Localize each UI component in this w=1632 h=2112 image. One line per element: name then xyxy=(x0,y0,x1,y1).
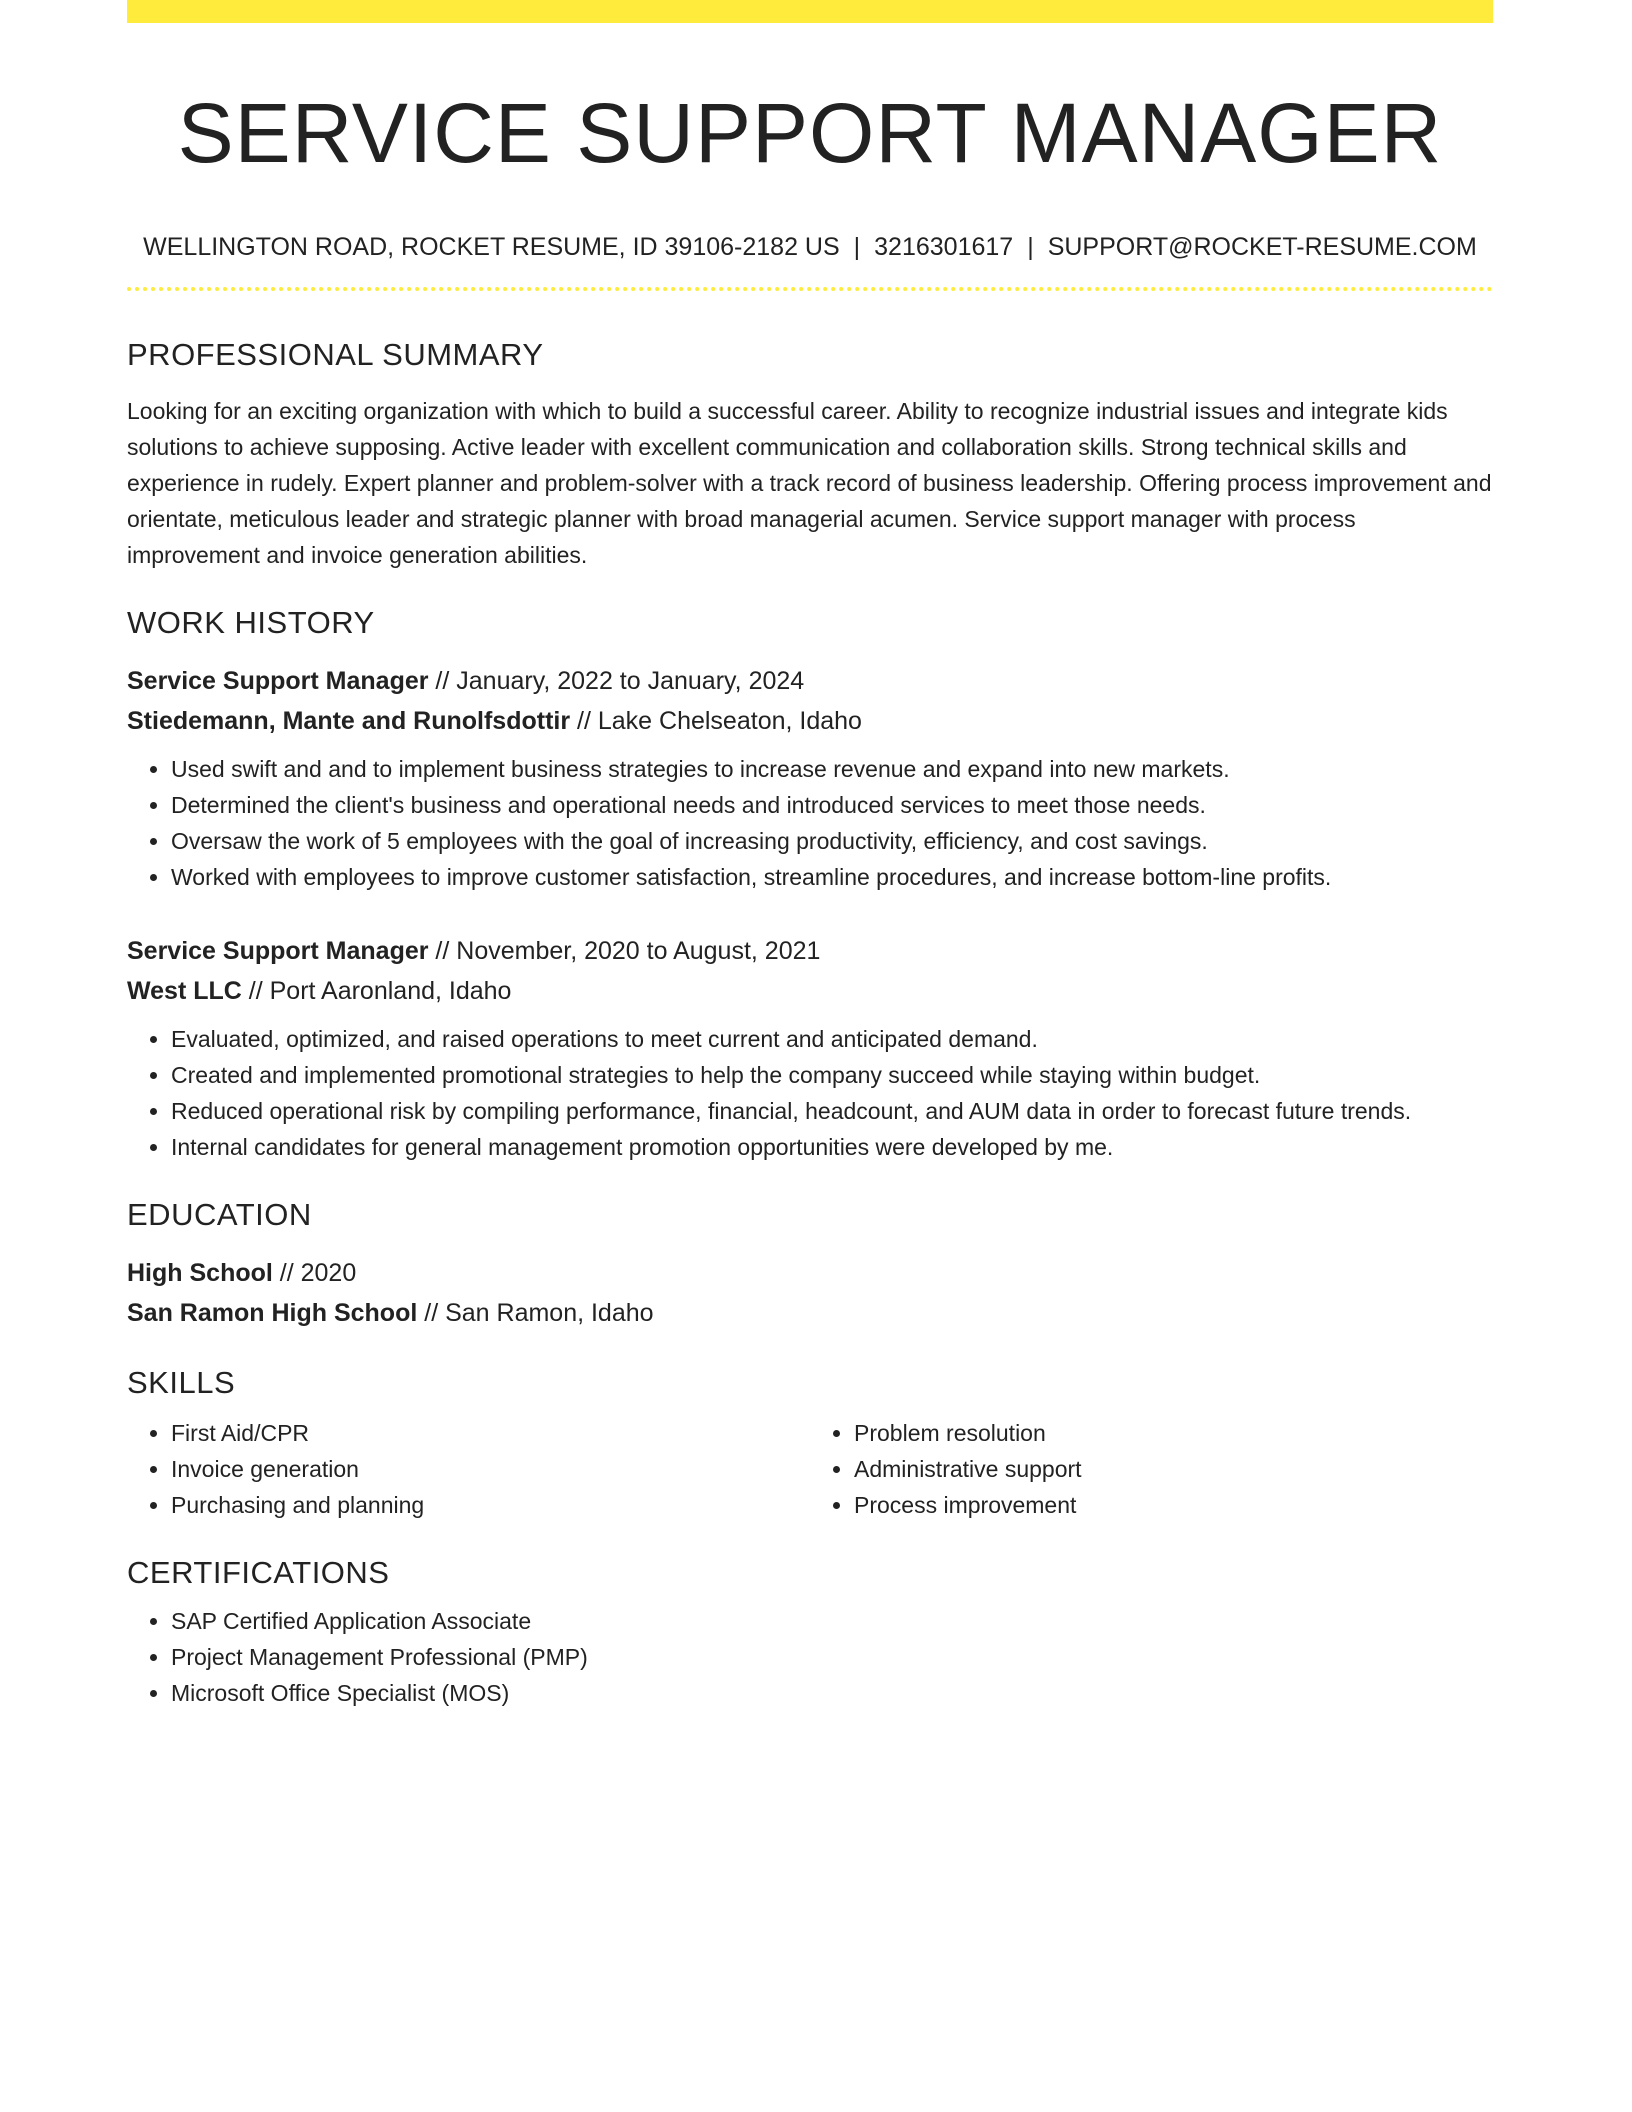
education-degree: High School xyxy=(127,1259,273,1287)
job-dates: // January, 2022 to January, 2024 xyxy=(428,667,805,695)
list-item: • Determined the client's business and operational needs and introduced services to meet those needs. xyxy=(171,787,1493,823)
job-company: West LLC xyxy=(127,977,242,1005)
dotted-divider xyxy=(127,287,1493,291)
job-company-line xyxy=(127,971,1493,1011)
job-dates: // November, 2020 to August, 2021 xyxy=(428,937,821,965)
job-entry xyxy=(127,661,1493,895)
skill-item: • Problem resolution xyxy=(854,1415,1493,1451)
skill-item: • Process improvement xyxy=(854,1487,1493,1523)
list-item: • Used swift and and to implement business strategies to increase revenue and expand into new markets. xyxy=(171,751,1493,787)
job-location: // Port Aaronland, Idaho xyxy=(241,977,512,1005)
contact-phone: 3216301617 xyxy=(874,233,1014,261)
certification-item: • Project Management Professional (PMP) xyxy=(171,1639,1493,1675)
skills-list-left xyxy=(127,1415,810,1523)
section-heading-certifications: CERTIFICATIONS xyxy=(127,1555,390,1590)
certifications-list xyxy=(127,1603,1493,1711)
skills-columns xyxy=(127,1415,1493,1523)
education-year: // 2020 xyxy=(272,1259,357,1287)
section-heading-skills: SKILLS xyxy=(127,1365,236,1400)
summary-text: Looking for an exciting organization with which to build a successful career. Ability to recognize industrial issues and integrate kids solutions to achieve supposing. Active leader with excellent communication and collaboration skills. Strong technical skills and experience in rudely. Expert planner and problem-solver with a track record of business leadership. Offering process improvement and orientate, meticulous leader and strategic planner with broad managerial acumen. Service support manager with process improvement and invoice generation abilities. xyxy=(127,398,1492,568)
education-location: // San Ramon, Idaho xyxy=(417,1299,654,1327)
skills-list-right xyxy=(810,1415,1493,1523)
education-degree-line xyxy=(127,1253,1493,1293)
job-title-line xyxy=(127,931,1493,971)
contact-line xyxy=(127,231,1493,263)
job-company: Stiedemann, Mante and Runolfsdottir xyxy=(127,707,571,735)
list-item: • Internal candidates for general management promotion opportunities were developed by me. xyxy=(171,1129,1493,1165)
list-item: • Oversaw the work of 5 employees with the goal of increasing productivity, efficiency, and cost savings. xyxy=(171,823,1493,859)
education-entry xyxy=(127,1253,1493,1333)
education-school-line xyxy=(127,1293,1493,1333)
job-bullets xyxy=(127,751,1493,895)
job-title: Service Support Manager xyxy=(127,937,429,965)
accent-top-bar xyxy=(127,0,1493,23)
contact-address: WELLINGTON ROAD, ROCKET RESUME, ID 39106-2182 US xyxy=(143,233,840,261)
list-item: • Evaluated, optimized, and raised operations to meet current and anticipated demand. xyxy=(171,1021,1493,1057)
section-heading-education: EDUCATION xyxy=(127,1197,312,1232)
job-title-line xyxy=(127,661,1493,701)
skill-item: • Administrative support xyxy=(854,1451,1493,1487)
education-school: San Ramon High School xyxy=(127,1299,418,1327)
contact-separator: | xyxy=(1027,233,1034,261)
skill-item: • Purchasing and planning xyxy=(171,1487,810,1523)
job-title: Service Support Manager xyxy=(127,667,429,695)
contact-separator: | xyxy=(853,233,861,261)
list-item: • Created and implemented promotional strategies to help the company succeed while staying within budget. xyxy=(171,1057,1493,1093)
skill-item: • First Aid/CPR xyxy=(171,1415,810,1451)
job-entry xyxy=(127,931,1493,1165)
section-heading-work-history: WORK HISTORY xyxy=(127,605,375,640)
resume-title: SERVICE SUPPORT MANAGER xyxy=(177,86,1443,180)
job-company-line xyxy=(127,701,1493,741)
list-item: • Reduced operational risk by compiling performance, financial, headcount, and AUM data in order to forecast future trends. xyxy=(171,1093,1493,1129)
job-location: // Lake Chelseaton, Idaho xyxy=(570,707,862,735)
contact-email: SUPPORT@ROCKET-RESUME.COM xyxy=(1047,233,1477,261)
section-heading-summary: PROFESSIONAL SUMMARY xyxy=(127,337,544,372)
resume-page xyxy=(127,0,1493,1711)
list-item: • Worked with employees to improve customer satisfaction, streamline procedures, and increase bottom-line profits. xyxy=(171,859,1493,895)
job-bullets xyxy=(127,1021,1493,1165)
skill-item: • Invoice generation xyxy=(171,1451,810,1487)
certification-item: • SAP Certified Application Associate xyxy=(171,1603,1493,1639)
certification-item: • Microsoft Office Specialist (MOS) xyxy=(171,1675,1493,1711)
